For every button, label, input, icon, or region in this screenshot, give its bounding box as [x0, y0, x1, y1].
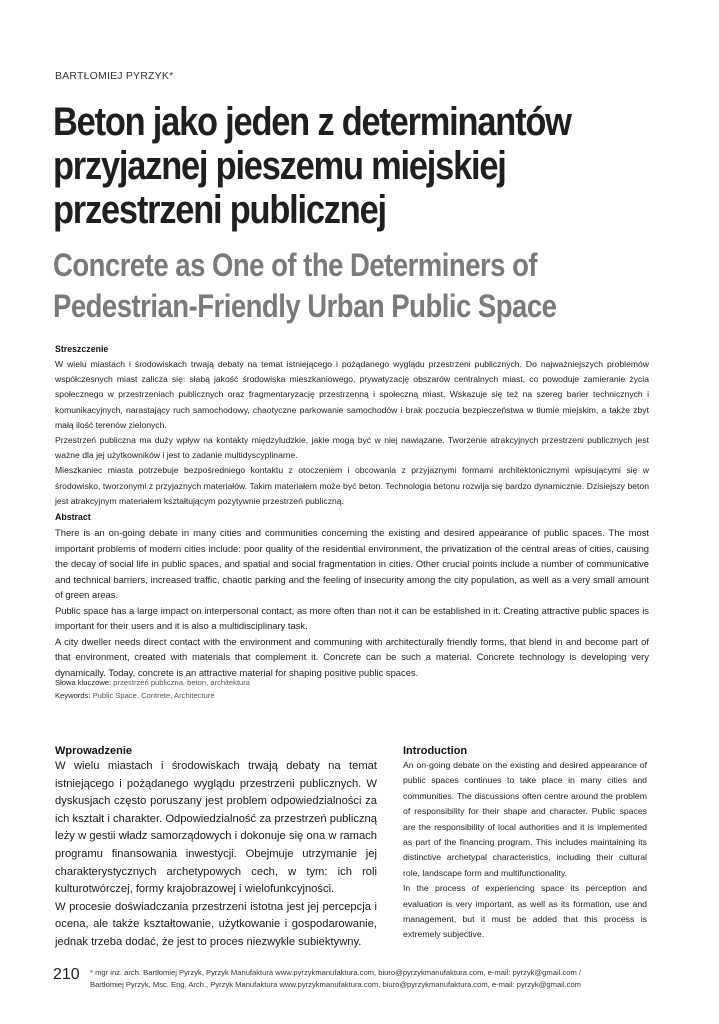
footnote-polish: * mgr inż. arch. Bartłomiej Pyrzyk, Pyrzyk Manufaktura www.pyrzykmanufaktura.com, biuro@pyrzykmanufaktura.com, e-mail: pyrzyk@gmail.com /: [90, 968, 582, 977]
streszczenie-body: [55, 357, 649, 509]
keywords-polish: [55, 677, 649, 690]
footnote-english: Bartłomiej Pyrzyk, Msc. Eng. Arch., Pyrzyk Manufaktura www.pyrzykmanufaktura.com, biuro@pyrzykmanufaktura.com, e-mail: pyrzyk@gmail.com: [90, 979, 582, 989]
streszczenie-paragraph: Przestrzeń publiczna ma duży wpływ na kontakty międzyludzkie, jakie mogą być w niej nawiązane. Tworzenie atrakcyjnych przestrzeni publicznych jest ważne dla jej użytkowników i jest to zadanie multidyscyplinarne.: [55, 435, 649, 461]
wprowadzenie-paragraph: W wielu miastach i środowiskach trwają debaty na temat istniejącego i pożądanego wyglądu przestrzeni publicznych. W dyskusjach często poruszany jest problem odpowiedzialności za ich kształt i charakter. Odpowiedzialność za przestrzeń publiczną leży w gestii władz samorządowych i dokonuje się ona w ramach programu finansowania inwestycji. Obejmuje utrzymanie jej charakterystycznych archetypowych cech, w tym: ich roli kulturotwórczej, formy krajobrazowej i wielofunkcyjności.: [55, 760, 377, 896]
wprowadzenie-heading: Wprowadzenie: [55, 745, 133, 757]
abstract-paragraph: Public space has a large impact on interpersonal contact, as more often than not it can be established in it. Creating attractive public spaces is important for their users and it is also a multidisciplinary task.: [55, 604, 649, 631]
streszczenie-section: [55, 344, 649, 509]
abstract-section: [55, 512, 649, 680]
introduction-paragraph: In the process of experiencing space its perception and evaluation is very important, as well as its formation, use and management, but it must be added that this process is extremely subjective.: [403, 883, 647, 940]
streszczenie-paragraph: W wielu miastach i środowiskach trwają debaty na temat istniejącego i pożądanego wyglądu przestrzeni publicznych. Do najważniejszych problemów współczesnych miast zalicza się: słabą jakość środowiska mieszkaniowego, prywatyzację obszarów centralnych miast, co powoduje zamieranie życia społecznego w przestrzeniach publicznych oraz fragmentaryzację przestrzenną i społeczną miast. Wskazuje się też na szereg barier technicznych i komunikacyjnych, narastający ruch samochodowy, chaotyczne parkowanie samochodów i brak poczucia bezpieczeństwa w tłumie miejskim, a także zbyt małą ilość terenów zielonych.: [55, 359, 649, 430]
page-number: 210: [53, 966, 80, 983]
abstract-heading: Abstract: [55, 512, 91, 522]
title-english: Concrete as One of the Determiners of Pedestrian-Friendly Urban Public Space: [53, 247, 557, 324]
introduction-heading: Introduction: [403, 745, 468, 757]
author-footnote: [90, 967, 650, 990]
keywords-en-label: Keywords:: [55, 690, 91, 700]
wprowadzenie-column: [55, 745, 377, 952]
keywords-en-value: Public Space, Contrete, Architecture: [92, 690, 215, 700]
abstract-paragraph: A city dweller needs direct contact with the environment and communing with architecturally friendly forms, that blend in and become part of that environment, created with materials that complement it. Concrete can be such a material. Concrete technology is developing very dynamically. Today, concrete is an attractive material for shaping positive public spaces.: [55, 635, 649, 678]
wprowadzenie-body: [55, 758, 377, 952]
streszczenie-heading: Streszczenie: [55, 344, 109, 354]
introduction-paragraph: An on-going debate on the existing and desired appearance of public spaces continues to take place in many cities and communities. The discussions often centre around the problem of responsibility for their shape and character. Public spaces are the responsibility of local authorities and it is implemented as part of the financing program. This includes maintaining its distinctive archetypal characteristics, including their cultural role, landscape form and multifunctionality.: [403, 760, 647, 878]
introduction-body: [403, 758, 647, 943]
keywords-pl-label: Słowa kluczowe:: [55, 678, 112, 687]
keywords-english: [55, 690, 649, 703]
keywords-pl-value: przestrzeń publiczna, beton, architektura: [113, 678, 251, 687]
title-polish: Beton jako jeden z determinantów przyjaznej pieszemu miejskiej przestrzeni publicznej: [53, 100, 571, 232]
author-name: BARTŁOMIEJ PYRZYK*: [55, 70, 174, 82]
keywords-block: [55, 677, 649, 702]
wprowadzenie-paragraph: W procesie doświadczania przestrzeni istotna jest jej percepcja i ocena, ale także kształtowanie, użytkowanie i gospodarowanie, jednak trzeba dodać, że jest to proces niezwykle subiektywny.: [55, 900, 377, 948]
introduction-column: [403, 745, 647, 943]
abstract-body: [55, 525, 649, 680]
streszczenie-paragraph: Mieszkaniec miasta potrzebuje bezpośredniego kontaktu z otoczeniem i obcowania z przyjaznymi formami architektonicznymi wpisującymi się w środowisko, tworzonymi z przyjaznych materiałów. Takim materiałem może być beton. Technologia betonu rozwija się bardzo dynamicznie. Dzisiejszy beton jest atrakcyjnym materiałem kształtującym pozytywnie przestrzeń publiczną.: [55, 465, 649, 506]
abstract-paragraph: There is an on-going debate in many cities and communities concerning the existing and desired appearance of public spaces. The most important problems of modern cities include: poor quality of the residential environment, the privatization of the central areas of cities, causing the decay of social life in public spaces, and spatial and social fragmentation in cities. Other crucial points include a number of communicative and technical barriers, increased traffic, chaotic parking and the feeling of insecurity among the city population, as well as a very small amount of green areas.: [55, 527, 649, 600]
